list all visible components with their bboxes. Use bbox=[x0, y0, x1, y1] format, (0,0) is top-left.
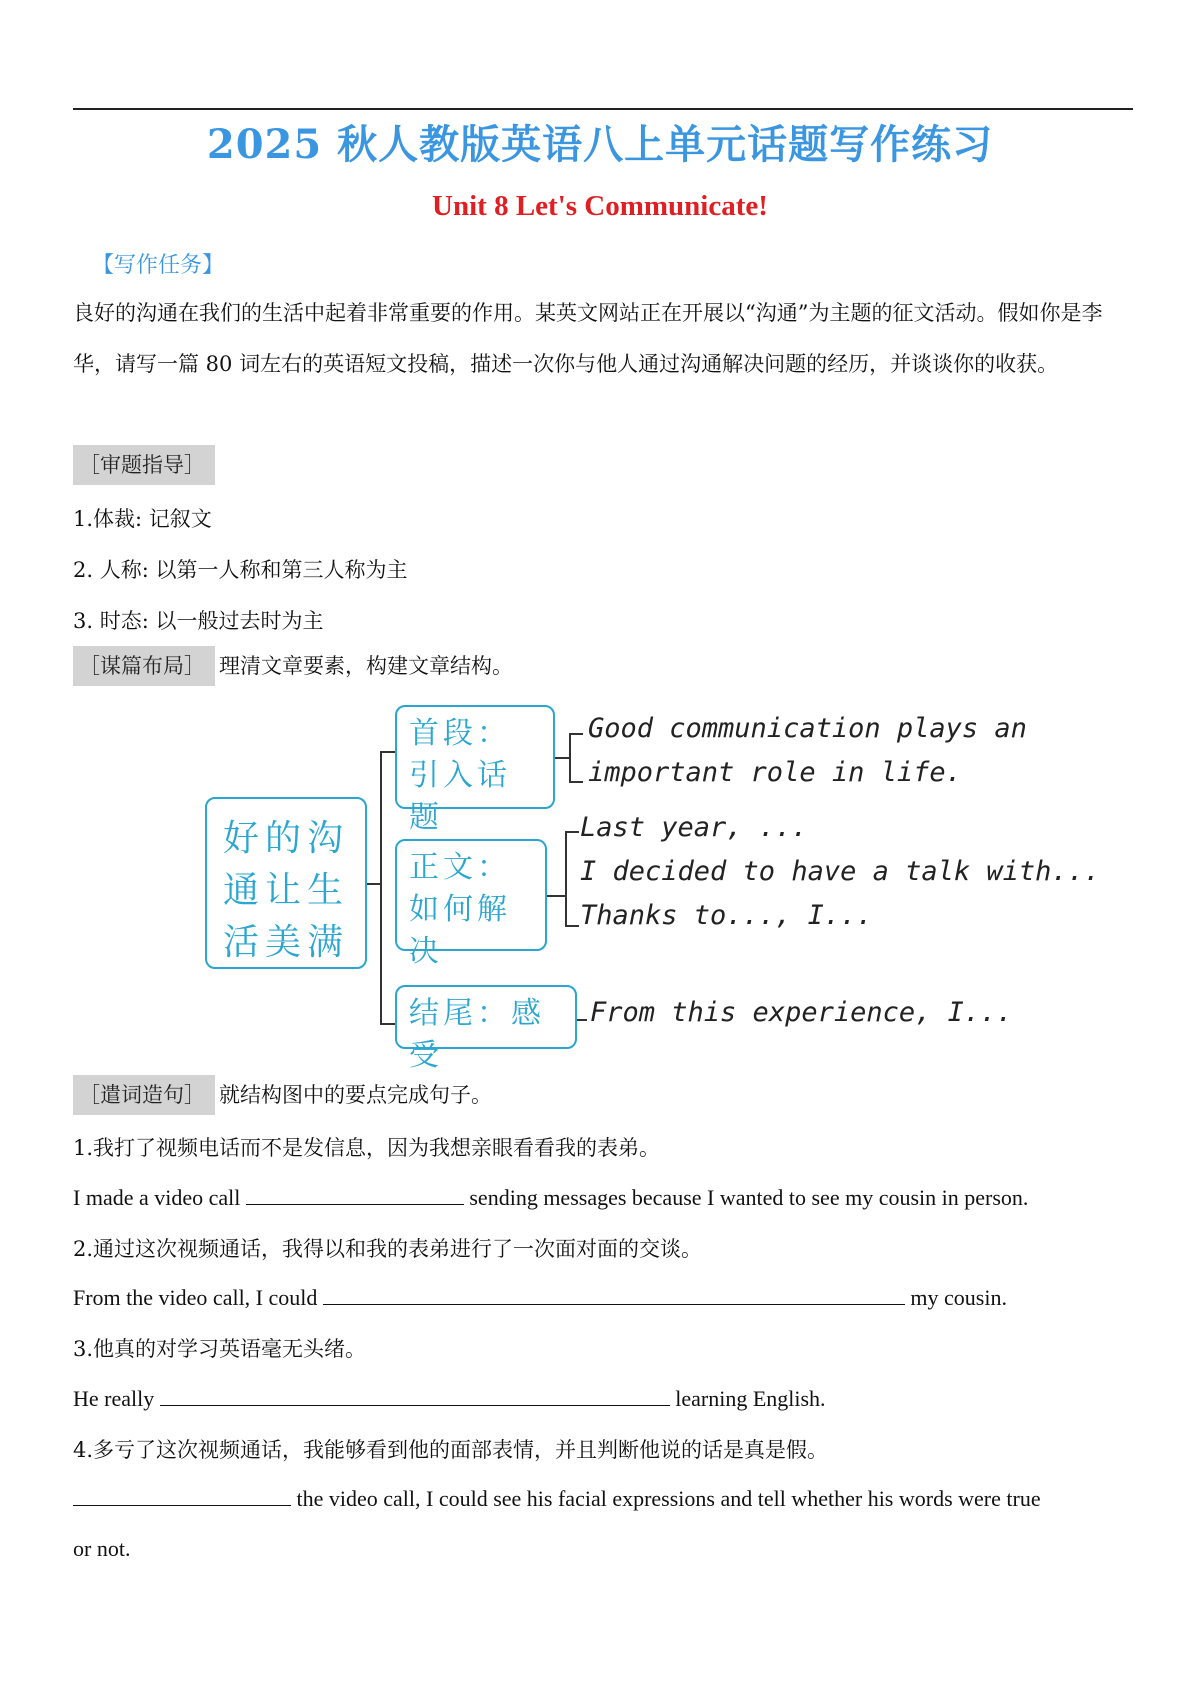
structure-note: 理清文章要素，构建文章结构。 bbox=[219, 654, 513, 678]
wording-note: 就结构图中的要点完成句子。 bbox=[219, 1083, 492, 1107]
q4-continuation: or not. bbox=[73, 1536, 131, 1561]
q1-chinese: 1.我打了视频电话而不是发信息，因为我想亲眼看看我的表弟。 bbox=[73, 1136, 661, 1160]
q3-after: learning English. bbox=[675, 1386, 826, 1411]
q2-before: From the video call, I could bbox=[73, 1285, 318, 1310]
branch-intro-link bbox=[555, 757, 569, 759]
page-title: 2025 秋人教版英语八上单元话题写作练习 bbox=[206, 121, 994, 168]
task-text: 良好的沟通在我们的生活中起着非常重要的作用。某英文网站正在开展以“沟通”为主题的征文活动。假如你是李华，请写一篇 80 词左右的英语短文投稿，描述一次你与他人通过沟通解决问题的经历，并谈谈你的收获。 bbox=[73, 301, 1103, 376]
q1-blank[interactable] bbox=[246, 1184, 464, 1205]
q4-blank[interactable] bbox=[73, 1485, 291, 1506]
diagram-root-box: 好的沟通让生活美满 bbox=[205, 797, 367, 969]
top-divider bbox=[73, 108, 1133, 110]
q4-english bbox=[73, 1485, 1041, 1512]
body-phrase-2: I decided to have a talk with... bbox=[580, 856, 1101, 887]
q4-chinese: 4.多亏了这次视频通话，我能够看到他的面部表情，并且判断他说的话是真是假。 bbox=[73, 1438, 829, 1462]
q4-after: the video call, I could see his facial expressions and tell whether his words were true bbox=[296, 1486, 1041, 1511]
ending-phrase-1: From this experience, I... bbox=[590, 997, 1013, 1028]
root-link bbox=[367, 883, 381, 885]
analysis-item-tense: 3. 时态: 以一般过去时为主 bbox=[73, 609, 324, 633]
body-phrase-3: Thanks to..., I... bbox=[580, 900, 873, 931]
q3-chinese: 3.他真的对学习英语毫无头绪。 bbox=[73, 1337, 367, 1361]
q3-before: He really bbox=[73, 1386, 155, 1411]
q2-english bbox=[73, 1284, 1007, 1311]
q3-english bbox=[73, 1385, 826, 1412]
branch-ending-link bbox=[577, 1019, 587, 1021]
q1-english bbox=[73, 1184, 1028, 1211]
branch-intro-box: 首段：引入话题 bbox=[395, 705, 555, 809]
q1-before: I made a video call bbox=[73, 1185, 241, 1210]
q2-after: my cousin. bbox=[910, 1285, 1007, 1310]
wording-tag: ［遣词造句］ bbox=[73, 1075, 215, 1115]
structure-tag: ［谋篇布局］ bbox=[73, 646, 215, 686]
analysis-tag: ［审题指导］ bbox=[73, 445, 215, 485]
q2-chinese: 2.通过这次视频通话，我得以和我的表弟进行了一次面对面的交谈。 bbox=[73, 1237, 703, 1261]
intro-phrase-2: important role in life. bbox=[588, 757, 962, 788]
branch-body-box: 正文：如何解决 bbox=[395, 839, 547, 951]
branch-body-bracket bbox=[565, 831, 579, 927]
q2-blank[interactable] bbox=[323, 1284, 905, 1305]
q3-blank[interactable] bbox=[160, 1385, 670, 1406]
q1-after: sending messages because I wanted to see my cousin in person. bbox=[469, 1185, 1029, 1210]
structure-diagram bbox=[195, 705, 1101, 1073]
task-heading: 【写作任务】 bbox=[92, 253, 225, 278]
analysis-item-genre: 1.体裁: 记叙文 bbox=[73, 507, 212, 531]
branch-ending-box: 结尾：感受 bbox=[395, 985, 577, 1049]
body-phrase-1: Last year, ... bbox=[580, 812, 808, 843]
intro-phrase-1: Good communication plays an bbox=[588, 713, 1027, 744]
analysis-item-person: 2. 人称: 以第一人称和第三人称为主 bbox=[73, 558, 408, 582]
branch-body-link bbox=[547, 895, 565, 897]
branch-intro-bracket bbox=[569, 733, 583, 783]
unit-subtitle: Unit 8 Let's Communicate! bbox=[432, 190, 768, 222]
